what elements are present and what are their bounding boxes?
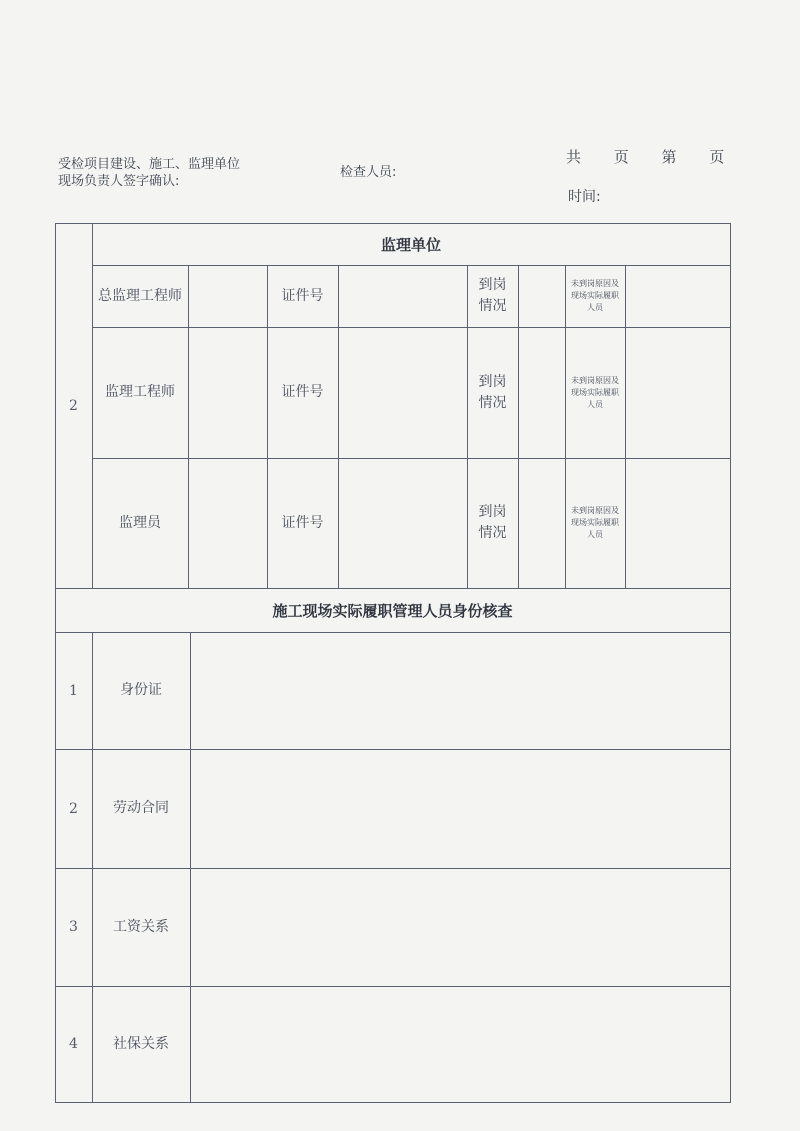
identity-row-number: 1 <box>69 682 78 699</box>
arrival-label <box>467 327 518 458</box>
absent-reason-label <box>565 458 625 588</box>
identity-check-title: 施工现场实际履职管理人员身份核查 <box>272 601 513 620</box>
labor-contract-label: 劳动合同 <box>113 800 169 816</box>
time-label: 时间: <box>568 189 601 205</box>
supervision-unit-title: 监理单位 <box>380 235 441 254</box>
sign-confirm-label <box>58 156 240 190</box>
identity-row-number: 4 <box>69 1036 78 1052</box>
role-supervising-engineer: 监理工程师 <box>105 384 175 400</box>
wage-relation-label: 工资关系 <box>113 918 169 935</box>
cert-label: 证件号 <box>281 384 324 400</box>
arrival-label <box>467 458 518 588</box>
arrival-label <box>467 265 518 327</box>
absent-reason-text: 未到岗原因及现场实际履职人员 <box>571 375 619 409</box>
cert-label: 证件号 <box>281 514 324 531</box>
identity-row-number: 3 <box>69 919 78 935</box>
absent-reason-text: 未到岗原因及现场实际履职人员 <box>571 279 619 312</box>
role-supervisor: 监理员 <box>119 514 161 531</box>
identity-row-number: 2 <box>69 800 78 817</box>
supervision-row-number: 2 <box>69 397 78 414</box>
arrival-text: 到岗情况 <box>478 277 507 314</box>
sign-line-1: 受检项目建设、施工、监理单位 <box>58 157 241 172</box>
absent-reason-label <box>565 265 625 327</box>
id-card-label: 身份证 <box>120 682 162 698</box>
page-count-label: 共 页 第 页 <box>566 148 739 166</box>
role-label: 总监理工程师 <box>98 287 182 304</box>
absent-reason-label <box>565 327 625 458</box>
arrival-text: 到岗情况 <box>478 504 507 541</box>
social-insurance-label: 社保关系 <box>113 1035 169 1052</box>
role-chief-supervisor <box>92 265 188 327</box>
inspector-label: 检查人员: <box>340 165 397 180</box>
arrival-text: 到岗情况 <box>478 373 507 411</box>
cert-label: 证件号 <box>281 287 324 304</box>
absent-reason-text: 未到岗原因及现场实际履职人员 <box>571 506 619 539</box>
sign-line-2: 现场负责人签字确认: <box>58 174 180 189</box>
